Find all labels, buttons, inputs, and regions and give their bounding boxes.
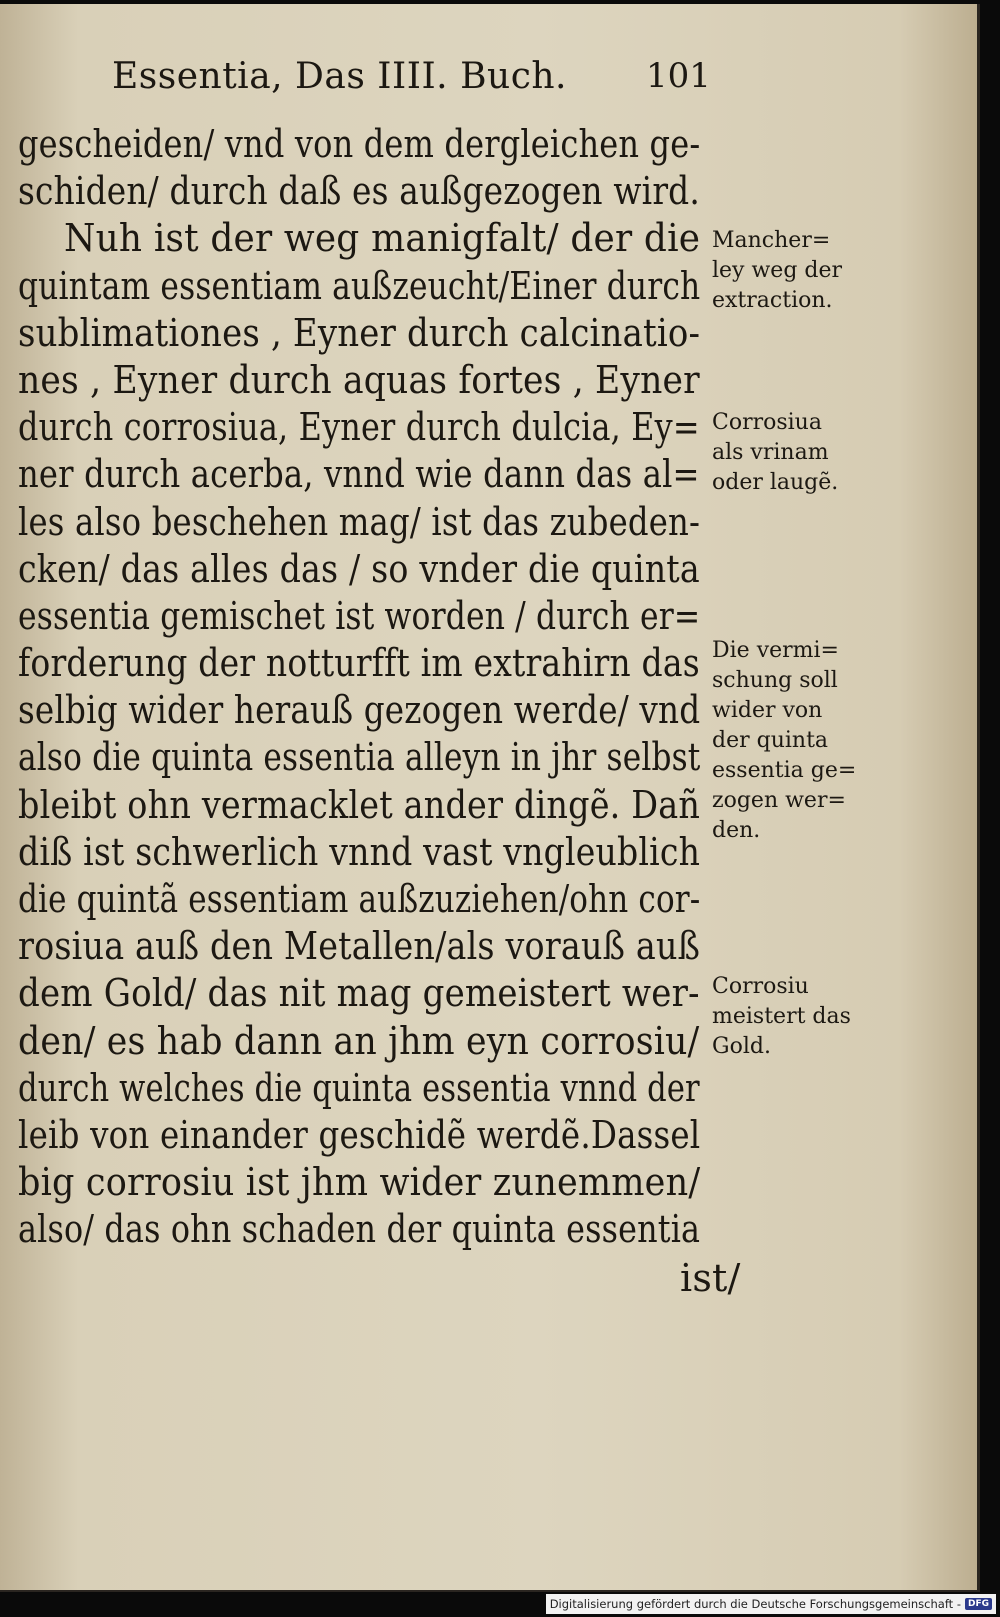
margin-note-line: Corrosiua [712,410,822,435]
margin-note [712,226,842,316]
margin-note [712,636,856,846]
text-line: big corrosiu ist jhm wider zunemmen/ [18,1160,701,1204]
credit-text: Digitalisierung gefördert durch die Deutsche Forschungsgemeinschaft - [549,1597,961,1611]
text-line: durch corrosiua, Eyner durch dulcia, Ey= [18,405,700,449]
margin-note-line: schung soll [712,668,838,693]
book-page [0,4,980,1592]
catchword: ist/ [680,1256,741,1300]
text-line: also die quinta essentia alleyn in jhr selbst [18,735,701,779]
margin-note-line: oder laugẽ. [712,470,839,495]
margin-note-line: Gold. [712,1034,771,1059]
text-line: essentia gemischet ist worden / durch er= [18,594,701,638]
margin-note-line: Die vermi= [712,638,839,663]
text-line: schiden/ durch daß es außgezogen wird. [18,169,700,213]
text-line: selbig wider herauß gezogen werde/ vnd [18,688,701,732]
digitization-credit [546,1594,996,1614]
text-line: diß ist schwerlich vnnd vast vngleublich [18,830,701,874]
text-line: durch welches die quinta essentia vnnd der [18,1066,700,1110]
margin-note-line: ley weg der [712,258,843,283]
margin-note-line: Mancher= [712,228,831,253]
margin-note-line: extraction. [712,288,833,313]
text-line: rosiua auß den Metallen/als vorauß auß [18,924,701,968]
margin-note [712,972,851,1062]
text-line: also/ das ohn schaden der quinta essentia [18,1207,701,1251]
margin-note-line: der quinta [712,728,829,753]
text-line: forderung der notturfft im extrahirn das [18,641,700,685]
text-line: bleibt ohn vermacklet ander dingẽ. Dañ [18,783,701,827]
margin-note-line: den. [712,818,761,843]
text-line: ner durch acerba, vnnd wie dann das al= [18,452,700,496]
text-line: Nuh ist der weg manigfalt/ der die [64,216,701,260]
margin-note-line: als vrinam [712,440,829,465]
text-line: leib von einander geschidẽ werdẽ.Dassel [18,1113,701,1157]
margin-note-line: wider von [712,698,823,723]
margin-note [712,408,838,498]
text-line: dem Gold/ das nit mag gemeistert wer- [18,971,700,1015]
text-line: die quintã essentiam außzuziehen/ohn cor- [18,877,701,921]
page-number: 101 [646,56,711,96]
margin-note-line: meistert das [712,1004,851,1029]
margin-note-line: Corrosiu [712,974,809,999]
text-line: sublimationes , Eyner durch calcinatio- [18,311,701,355]
running-title: Essentia, Das IIII. Buch. [112,56,567,97]
margin-note-line: zogen wer= [712,788,846,813]
text-line: les also beschehen mag/ ist das zubeden- [18,500,701,544]
text-line: cken/ das alles das / so vnder die quinta [18,547,700,591]
text-line: quintam essentiam außzeucht/Einer durch [18,264,701,308]
text-line: nes , Eyner durch aquas fortes , Eyner [18,358,700,402]
margin-note-line: essentia ge= [712,758,857,783]
text-line: den/ es hab dann an jhm eyn corrosiu/ [18,1019,700,1063]
dfg-logo: DFG [965,1598,992,1610]
text-line: gescheiden/ vnd von dem dergleichen ge- [18,122,701,166]
